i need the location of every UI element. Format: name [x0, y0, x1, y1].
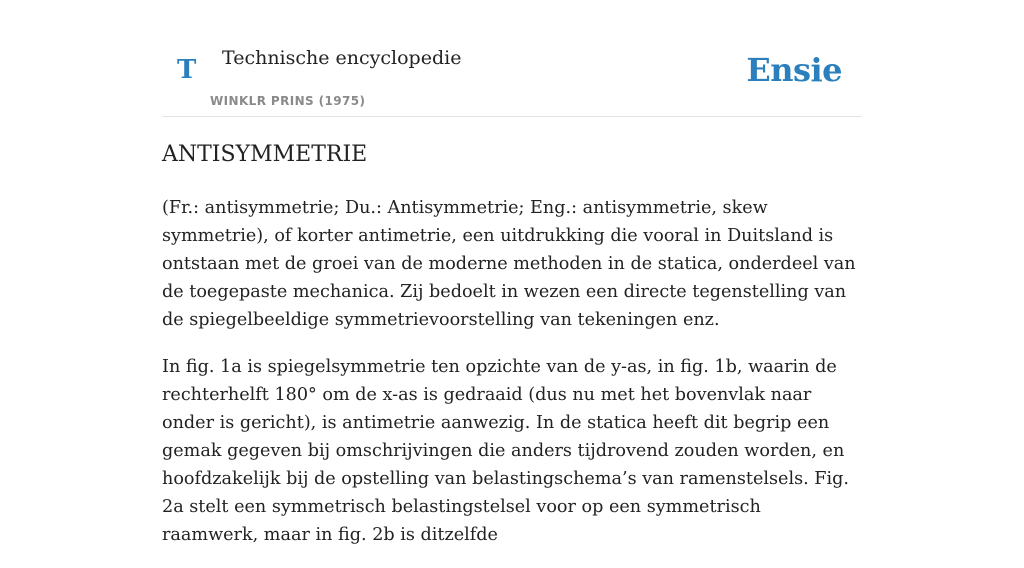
- brand-logo-link[interactable]: Ensie: [746, 51, 842, 89]
- publication-logo-icon[interactable]: T: [177, 55, 197, 85]
- article-title: ANTISYMMETRIE: [162, 142, 368, 167]
- article-paragraph: In fig. 1a is spiegelsymmetrie ten opzichte van de y-as, in fig. 1b, waarin de rechterhelft 180° om de x-as is gedraaid (dus nu met het bovenvlak naar onder is gericht), is antimetrie aanwezig. In de statica heeft dit begrip een gemak gegeven bij omschrijvingen die anders tijdrovend zouden worden, en hoofdzakelijk bij de opstelling van belastingschema’s van ramenstelsels. Fig. 2a stelt een symmetrisch belastingstelsel voor op een symmetrisch raamwerk, maar in fig. 2b is ditzelfde: [162, 357, 849, 545]
- publication-subtitle: WINKLR PRINS (1975): [210, 94, 366, 108]
- article-paragraph: (Fr.: antisymmetrie; Du.: Antisymmetrie; Eng.: antisymmetrie, skew symmetrie), of korter antimetrie, een uitdrukking die vooral in Duitsland is ontstaan met de groei van de moderne methoden in de statica, onderdeel van de toegepaste mechanica. Zij bedoelt in wezen een directe tegenstelling van de spiegelbeeldige symmetrievoorstelling van tekeningen enz.: [162, 198, 856, 330]
- article-content: [162, 138, 862, 568]
- site-header: [162, 0, 862, 117]
- publication-title-link[interactable]: Technische encyclopedie: [222, 47, 462, 69]
